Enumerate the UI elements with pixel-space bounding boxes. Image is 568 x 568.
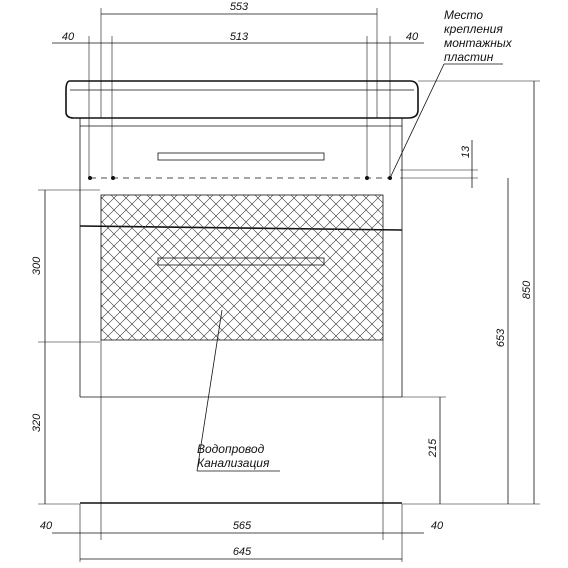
mount-note-line4: пластин xyxy=(444,50,494,64)
dim-label-left-40: 40 xyxy=(61,31,75,43)
countertop xyxy=(66,81,418,118)
mount-point xyxy=(88,176,92,180)
dim-label-300: 300 xyxy=(31,256,43,276)
dim-label-right-40: 40 xyxy=(405,31,419,43)
dim-label-653: 653 xyxy=(495,328,507,348)
mount-point xyxy=(365,176,369,180)
dim-label-13: 13 xyxy=(460,145,472,159)
left-dimensions xyxy=(31,190,100,504)
dim-label-645: 645 xyxy=(232,546,252,558)
dim-label-553: 553 xyxy=(229,1,249,13)
mount-point xyxy=(111,176,115,180)
upper-drawer-handle xyxy=(158,153,324,160)
top-dimensions xyxy=(52,1,424,178)
dim-label-513: 513 xyxy=(229,31,249,43)
mount-note-line2: крепления xyxy=(444,22,503,36)
dim-label-850: 850 xyxy=(521,280,533,300)
right-dimensions xyxy=(400,81,540,504)
dim-label-565: 565 xyxy=(232,520,252,532)
dim-label-320: 320 xyxy=(31,413,43,433)
dim-label-215: 215 xyxy=(427,438,439,458)
dim-label-bottom-left-40: 40 xyxy=(39,520,53,532)
plumbing-zone xyxy=(101,195,383,340)
pipe-note-line2: Канализация xyxy=(197,456,270,470)
mount-point xyxy=(388,176,392,180)
mount-note-line1: Место xyxy=(444,8,484,22)
cabinet xyxy=(66,81,418,503)
dim-label-bottom-right-40: 40 xyxy=(430,520,444,532)
pipe-note-line1: Водопровод xyxy=(197,442,265,456)
mount-note-line3: монтажных xyxy=(444,36,512,50)
